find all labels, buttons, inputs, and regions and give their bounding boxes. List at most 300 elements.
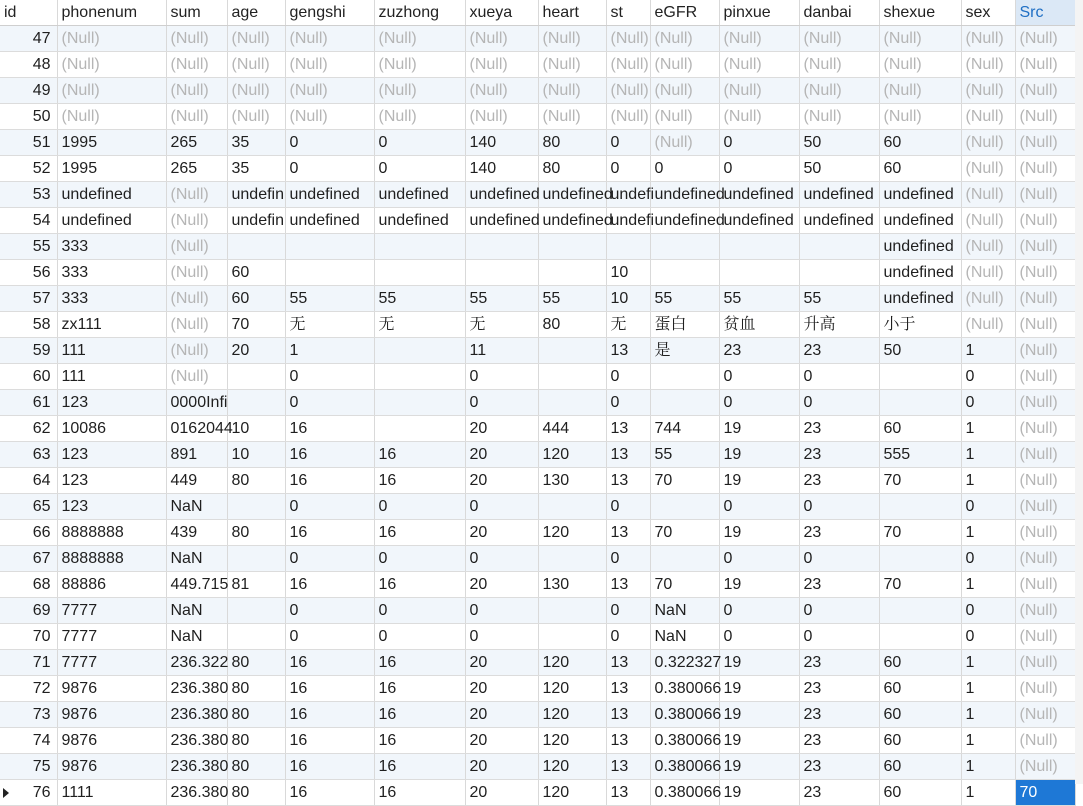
cell-xueya[interactable]: 20 (465, 676, 538, 702)
cell-egfr[interactable]: 55 (650, 442, 719, 468)
cell-st[interactable]: undefi (606, 182, 650, 208)
cell-shexue[interactable]: 70 (879, 520, 961, 546)
cell-phonenum[interactable]: 9876 (57, 754, 166, 780)
cell-src[interactable]: (Null) (1015, 572, 1075, 598)
cell-id[interactable]: 65 (0, 494, 57, 520)
table-row[interactable] (0, 468, 1075, 494)
table-row[interactable] (0, 572, 1075, 598)
cell-heart[interactable]: (Null) (538, 104, 606, 130)
cell-heart[interactable] (538, 546, 606, 572)
cell-gengshi[interactable]: (Null) (285, 104, 374, 130)
cell-sum[interactable]: NaN (166, 598, 227, 624)
cell-st[interactable]: 13 (606, 728, 650, 754)
cell-gengshi[interactable]: (Null) (285, 26, 374, 52)
cell-heart[interactable]: (Null) (538, 78, 606, 104)
cell-danbai[interactable]: 23 (799, 442, 879, 468)
cell-sex[interactable]: 1 (961, 520, 1015, 546)
cell-sum[interactable]: 236.322 (166, 650, 227, 676)
cell-egfr[interactable]: 70 (650, 468, 719, 494)
cell-id[interactable]: 63 (0, 442, 57, 468)
cell-shexue[interactable]: 60 (879, 780, 961, 806)
cell-zuzhong[interactable]: (Null) (374, 78, 465, 104)
cell-id[interactable]: 61 (0, 390, 57, 416)
cell-xueya[interactable]: (Null) (465, 104, 538, 130)
cell-sex[interactable]: 0 (961, 624, 1015, 650)
cell-st[interactable]: 0 (606, 546, 650, 572)
table-row[interactable] (0, 416, 1075, 442)
cell-sum[interactable]: 0162044 (166, 416, 227, 442)
cell-id[interactable]: 66 (0, 520, 57, 546)
cell-egfr[interactable]: NaN (650, 598, 719, 624)
cell-danbai[interactable]: 50 (799, 130, 879, 156)
table-row[interactable] (0, 260, 1075, 286)
cell-sum[interactable]: 236.380 (166, 754, 227, 780)
cell-sex[interactable]: 0 (961, 494, 1015, 520)
cell-src[interactable]: (Null) (1015, 650, 1075, 676)
cell-id[interactable]: 53 (0, 182, 57, 208)
cell-st[interactable]: 13 (606, 702, 650, 728)
cell-egfr[interactable]: 744 (650, 416, 719, 442)
cell-sum[interactable]: (Null) (166, 208, 227, 234)
cell-src[interactable]: (Null) (1015, 442, 1075, 468)
cell-zuzhong[interactable]: 16 (374, 702, 465, 728)
cell-sex[interactable]: (Null) (961, 312, 1015, 338)
cell-egfr[interactable]: undefined (650, 182, 719, 208)
cell-age[interactable]: 80 (227, 650, 285, 676)
cell-sum[interactable]: NaN (166, 494, 227, 520)
cell-phonenum[interactable]: zx111 (57, 312, 166, 338)
cell-age[interactable] (227, 624, 285, 650)
cell-age[interactable]: 20 (227, 338, 285, 364)
cell-id[interactable]: 62 (0, 416, 57, 442)
table-row[interactable] (0, 286, 1075, 312)
cell-danbai[interactable]: 0 (799, 624, 879, 650)
cell-phonenum[interactable]: 9876 (57, 702, 166, 728)
cell-danbai[interactable] (799, 234, 879, 260)
cell-pinxue[interactable]: (Null) (719, 104, 799, 130)
cell-sex[interactable]: 1 (961, 702, 1015, 728)
cell-danbai[interactable]: 23 (799, 468, 879, 494)
table-row[interactable] (0, 78, 1075, 104)
cell-gengshi[interactable]: 16 (285, 676, 374, 702)
cell-xueya[interactable]: 无 (465, 312, 538, 338)
cell-zuzhong[interactable]: (Null) (374, 104, 465, 130)
cell-sex[interactable]: 0 (961, 390, 1015, 416)
cell-xueya[interactable]: 20 (465, 780, 538, 806)
cell-zuzhong[interactable]: 16 (374, 520, 465, 546)
column-header-zuzhong[interactable]: zuzhong (374, 0, 465, 26)
cell-danbai[interactable]: 0 (799, 494, 879, 520)
cell-st[interactable]: 13 (606, 520, 650, 546)
table-row[interactable] (0, 312, 1075, 338)
cell-xueya[interactable]: (Null) (465, 52, 538, 78)
table-row[interactable] (0, 650, 1075, 676)
cell-zuzhong[interactable]: 无 (374, 312, 465, 338)
cell-pinxue[interactable]: 19 (719, 468, 799, 494)
cell-id[interactable]: 57 (0, 286, 57, 312)
cell-age[interactable]: 80 (227, 780, 285, 806)
cell-zuzhong[interactable]: 16 (374, 754, 465, 780)
cell-zuzhong[interactable]: 16 (374, 468, 465, 494)
cell-src[interactable]: (Null) (1015, 416, 1075, 442)
cell-pinxue[interactable]: 19 (719, 754, 799, 780)
cell-st[interactable]: (Null) (606, 52, 650, 78)
cell-egfr[interactable]: 0.380066 (650, 780, 719, 806)
cell-phonenum[interactable]: (Null) (57, 104, 166, 130)
cell-src[interactable]: (Null) (1015, 546, 1075, 572)
cell-gengshi[interactable]: 0 (285, 156, 374, 182)
cell-danbai[interactable]: 0 (799, 390, 879, 416)
cell-shexue[interactable]: 60 (879, 702, 961, 728)
cell-danbai[interactable]: 23 (799, 520, 879, 546)
cell-shexue[interactable]: 60 (879, 676, 961, 702)
cell-egfr[interactable]: 0.380066 (650, 676, 719, 702)
cell-age[interactable] (227, 234, 285, 260)
cell-phonenum[interactable]: 9876 (57, 676, 166, 702)
cell-sum[interactable]: NaN (166, 546, 227, 572)
cell-st[interactable]: (Null) (606, 78, 650, 104)
cell-phonenum[interactable]: 7777 (57, 650, 166, 676)
cell-id[interactable]: 76 (0, 780, 57, 806)
cell-heart[interactable]: 120 (538, 442, 606, 468)
cell-sex[interactable]: (Null) (961, 104, 1015, 130)
cell-xueya[interactable]: undefined (465, 208, 538, 234)
cell-phonenum[interactable]: 123 (57, 494, 166, 520)
cell-src[interactable]: (Null) (1015, 52, 1075, 78)
cell-st[interactable]: 13 (606, 754, 650, 780)
cell-shexue[interactable]: 60 (879, 416, 961, 442)
cell-egfr[interactable]: (Null) (650, 52, 719, 78)
cell-age[interactable]: (Null) (227, 104, 285, 130)
cell-zuzhong[interactable] (374, 390, 465, 416)
cell-gengshi[interactable]: 16 (285, 442, 374, 468)
cell-src[interactable]: (Null) (1015, 286, 1075, 312)
cell-sex[interactable]: (Null) (961, 234, 1015, 260)
cell-sex[interactable]: 1 (961, 338, 1015, 364)
cell-sum[interactable]: (Null) (166, 52, 227, 78)
cell-heart[interactable]: 120 (538, 754, 606, 780)
cell-st[interactable]: 13 (606, 468, 650, 494)
cell-gengshi[interactable] (285, 234, 374, 260)
table-row[interactable] (0, 442, 1075, 468)
cell-zuzhong[interactable]: 55 (374, 286, 465, 312)
cell-heart[interactable]: 120 (538, 676, 606, 702)
cell-src[interactable]: (Null) (1015, 234, 1075, 260)
table-row[interactable] (0, 390, 1075, 416)
cell-src[interactable]: (Null) (1015, 208, 1075, 234)
cell-shexue[interactable]: (Null) (879, 78, 961, 104)
cell-sex[interactable]: 0 (961, 364, 1015, 390)
cell-egfr[interactable]: (Null) (650, 26, 719, 52)
cell-xueya[interactable]: 140 (465, 130, 538, 156)
cell-shexue[interactable]: 60 (879, 754, 961, 780)
cell-id[interactable]: 72 (0, 676, 57, 702)
cell-st[interactable]: 13 (606, 572, 650, 598)
cell-phonenum[interactable]: 8888888 (57, 520, 166, 546)
cell-danbai[interactable]: undefined (799, 208, 879, 234)
cell-phonenum[interactable]: (Null) (57, 26, 166, 52)
cell-id[interactable]: 60 (0, 364, 57, 390)
cell-sum[interactable]: (Null) (166, 338, 227, 364)
cell-age[interactable]: 80 (227, 520, 285, 546)
cell-heart[interactable]: 120 (538, 780, 606, 806)
cell-egfr[interactable] (650, 234, 719, 260)
cell-id[interactable]: 71 (0, 650, 57, 676)
cell-sum[interactable]: 236.380 (166, 780, 227, 806)
cell-xueya[interactable]: 20 (465, 754, 538, 780)
cell-xueya[interactable]: 0 (465, 546, 538, 572)
cell-heart[interactable]: undefined (538, 182, 606, 208)
cell-id[interactable]: 59 (0, 338, 57, 364)
cell-pinxue[interactable]: 0 (719, 156, 799, 182)
cell-sum[interactable]: 449 (166, 468, 227, 494)
cell-sum[interactable]: 236.380 (166, 676, 227, 702)
cell-st[interactable]: undefi (606, 208, 650, 234)
cell-src[interactable]: (Null) (1015, 260, 1075, 286)
cell-zuzhong[interactable]: 0 (374, 494, 465, 520)
cell-heart[interactable]: (Null) (538, 26, 606, 52)
column-header-egfr[interactable]: eGFR (650, 0, 719, 26)
cell-sum[interactable]: (Null) (166, 182, 227, 208)
column-header-sex[interactable]: sex (961, 0, 1015, 26)
cell-age[interactable]: 80 (227, 702, 285, 728)
cell-sum[interactable]: (Null) (166, 364, 227, 390)
cell-src[interactable]: (Null) (1015, 78, 1075, 104)
cell-danbai[interactable]: 23 (799, 702, 879, 728)
cell-age[interactable] (227, 546, 285, 572)
cell-danbai[interactable]: 0 (799, 364, 879, 390)
cell-pinxue[interactable]: 0 (719, 364, 799, 390)
cell-shexue[interactable]: undefined (879, 208, 961, 234)
cell-sex[interactable]: 1 (961, 442, 1015, 468)
cell-shexue[interactable]: 小于 (879, 312, 961, 338)
cell-gengshi[interactable]: 0 (285, 364, 374, 390)
cell-pinxue[interactable]: 19 (719, 416, 799, 442)
cell-sum[interactable]: (Null) (166, 26, 227, 52)
cell-danbai[interactable]: 23 (799, 780, 879, 806)
cell-pinxue[interactable]: (Null) (719, 52, 799, 78)
cell-xueya[interactable]: 20 (465, 468, 538, 494)
cell-heart[interactable] (538, 338, 606, 364)
table-row[interactable] (0, 364, 1075, 390)
cell-sum[interactable]: (Null) (166, 104, 227, 130)
table-row[interactable] (0, 104, 1075, 130)
cell-src[interactable]: (Null) (1015, 390, 1075, 416)
cell-danbai[interactable]: 23 (799, 416, 879, 442)
cell-phonenum[interactable]: 1995 (57, 130, 166, 156)
table-row[interactable] (0, 182, 1075, 208)
cell-zuzhong[interactable] (374, 260, 465, 286)
cell-egfr[interactable]: 70 (650, 572, 719, 598)
cell-sum[interactable]: (Null) (166, 260, 227, 286)
cell-sex[interactable]: (Null) (961, 208, 1015, 234)
cell-xueya[interactable]: 20 (465, 520, 538, 546)
cell-zuzhong[interactable]: 0 (374, 598, 465, 624)
cell-xueya[interactable]: 0 (465, 364, 538, 390)
cell-xueya[interactable]: (Null) (465, 26, 538, 52)
cell-sum[interactable]: 0000Infi (166, 390, 227, 416)
cell-pinxue[interactable]: 0 (719, 598, 799, 624)
cell-egfr[interactable]: 70 (650, 520, 719, 546)
cell-xueya[interactable]: 55 (465, 286, 538, 312)
column-header-shexue[interactable]: shexue (879, 0, 961, 26)
cell-gengshi[interactable]: 16 (285, 572, 374, 598)
cell-zuzhong[interactable]: 16 (374, 780, 465, 806)
cell-shexue[interactable]: 70 (879, 572, 961, 598)
cell-heart[interactable]: 55 (538, 286, 606, 312)
cell-egfr[interactable]: 蛋白 (650, 312, 719, 338)
cell-shexue[interactable] (879, 624, 961, 650)
table-row[interactable] (0, 338, 1075, 364)
cell-st[interactable]: 0 (606, 624, 650, 650)
cell-sum[interactable]: NaN (166, 624, 227, 650)
column-header-pinxue[interactable]: pinxue (719, 0, 799, 26)
cell-shexue[interactable]: 60 (879, 650, 961, 676)
cell-phonenum[interactable]: 88886 (57, 572, 166, 598)
cell-gengshi[interactable]: 16 (285, 754, 374, 780)
cell-heart[interactable]: 130 (538, 468, 606, 494)
cell-shexue[interactable]: 555 (879, 442, 961, 468)
cell-danbai[interactable]: 23 (799, 572, 879, 598)
cell-heart[interactable] (538, 598, 606, 624)
cell-st[interactable]: (Null) (606, 104, 650, 130)
cell-zuzhong[interactable]: 16 (374, 442, 465, 468)
cell-phonenum[interactable]: 7777 (57, 598, 166, 624)
cell-age[interactable] (227, 494, 285, 520)
cell-id[interactable]: 74 (0, 728, 57, 754)
table-row[interactable] (0, 598, 1075, 624)
cell-sex[interactable]: (Null) (961, 286, 1015, 312)
table-row[interactable] (0, 52, 1075, 78)
cell-src[interactable]: (Null) (1015, 702, 1075, 728)
cell-pinxue[interactable]: 19 (719, 572, 799, 598)
cell-phonenum[interactable]: undefined (57, 208, 166, 234)
cell-heart[interactable]: 80 (538, 130, 606, 156)
cell-id[interactable]: 51 (0, 130, 57, 156)
cell-zuzhong[interactable]: 16 (374, 676, 465, 702)
cell-shexue[interactable]: undefined (879, 234, 961, 260)
cell-heart[interactable]: 120 (538, 520, 606, 546)
cell-phonenum[interactable]: 123 (57, 442, 166, 468)
cell-egfr[interactable] (650, 494, 719, 520)
cell-id[interactable]: 52 (0, 156, 57, 182)
cell-shexue[interactable]: 50 (879, 338, 961, 364)
cell-shexue[interactable]: 60 (879, 130, 961, 156)
cell-danbai[interactable]: 23 (799, 338, 879, 364)
cell-st[interactable]: 10 (606, 260, 650, 286)
cell-danbai[interactable]: 23 (799, 650, 879, 676)
cell-age[interactable] (227, 598, 285, 624)
cell-src[interactable]: (Null) (1015, 494, 1075, 520)
cell-xueya[interactable]: 20 (465, 650, 538, 676)
cell-age[interactable]: undefin (227, 182, 285, 208)
table-row[interactable] (0, 676, 1075, 702)
cell-id[interactable]: 47 (0, 26, 57, 52)
cell-phonenum[interactable]: 123 (57, 390, 166, 416)
cell-pinxue[interactable]: 贫血 (719, 312, 799, 338)
cell-xueya[interactable]: 20 (465, 442, 538, 468)
cell-phonenum[interactable]: 7777 (57, 624, 166, 650)
cell-gengshi[interactable]: 16 (285, 780, 374, 806)
cell-gengshi[interactable]: (Null) (285, 78, 374, 104)
cell-phonenum[interactable]: 10086 (57, 416, 166, 442)
cell-egfr[interactable] (650, 390, 719, 416)
cell-zuzhong[interactable]: undefined (374, 182, 465, 208)
cell-pinxue[interactable]: undefined (719, 182, 799, 208)
cell-src[interactable]: (Null) (1015, 338, 1075, 364)
cell-danbai[interactable]: 23 (799, 728, 879, 754)
cell-egfr[interactable]: 0.380066 (650, 754, 719, 780)
cell-pinxue[interactable]: 0 (719, 390, 799, 416)
table-row[interactable] (0, 754, 1075, 780)
cell-age[interactable]: (Null) (227, 26, 285, 52)
cell-id[interactable]: 68 (0, 572, 57, 598)
cell-zuzhong[interactable] (374, 234, 465, 260)
cell-xueya[interactable]: 20 (465, 416, 538, 442)
cell-heart[interactable]: 444 (538, 416, 606, 442)
cell-heart[interactable]: undefined (538, 208, 606, 234)
cell-shexue[interactable] (879, 390, 961, 416)
cell-src[interactable]: (Null) (1015, 520, 1075, 546)
cell-age[interactable]: 10 (227, 416, 285, 442)
cell-sex[interactable]: (Null) (961, 26, 1015, 52)
cell-shexue[interactable]: (Null) (879, 26, 961, 52)
cell-danbai[interactable]: 0 (799, 546, 879, 572)
cell-zuzhong[interactable] (374, 416, 465, 442)
table-row[interactable] (0, 520, 1075, 546)
table-row[interactable] (0, 494, 1075, 520)
cell-shexue[interactable] (879, 546, 961, 572)
cell-gengshi[interactable]: 0 (285, 390, 374, 416)
cell-egfr[interactable]: 是 (650, 338, 719, 364)
cell-src[interactable]: (Null) (1015, 26, 1075, 52)
cell-age[interactable] (227, 390, 285, 416)
cell-xueya[interactable]: 20 (465, 728, 538, 754)
cell-st[interactable]: 0 (606, 156, 650, 182)
cell-gengshi[interactable]: 16 (285, 728, 374, 754)
cell-heart[interactable]: (Null) (538, 52, 606, 78)
cell-heart[interactable] (538, 390, 606, 416)
cell-egfr[interactable]: 0.380066 (650, 702, 719, 728)
cell-egfr[interactable]: undefined (650, 208, 719, 234)
cell-egfr[interactable] (650, 364, 719, 390)
cell-sum[interactable]: 891 (166, 442, 227, 468)
cell-sex[interactable]: 0 (961, 546, 1015, 572)
cell-age[interactable]: 81 (227, 572, 285, 598)
cell-age[interactable] (227, 364, 285, 390)
cell-src[interactable]: (Null) (1015, 312, 1075, 338)
cell-pinxue[interactable]: 0 (719, 130, 799, 156)
cell-age[interactable]: 80 (227, 676, 285, 702)
cell-heart[interactable]: 130 (538, 572, 606, 598)
cell-danbai[interactable]: 55 (799, 286, 879, 312)
table-row[interactable] (0, 156, 1075, 182)
cell-sum[interactable]: 449.715 (166, 572, 227, 598)
cell-age[interactable]: 60 (227, 286, 285, 312)
cell-sum[interactable]: 265 (166, 156, 227, 182)
cell-src[interactable]: (Null) (1015, 364, 1075, 390)
cell-sex[interactable]: 1 (961, 754, 1015, 780)
cell-age[interactable]: 10 (227, 442, 285, 468)
cell-xueya[interactable] (465, 260, 538, 286)
cell-danbai[interactable]: 50 (799, 156, 879, 182)
cell-heart[interactable] (538, 260, 606, 286)
cell-gengshi[interactable]: 55 (285, 286, 374, 312)
cell-xueya[interactable]: (Null) (465, 78, 538, 104)
cell-shexue[interactable]: undefined (879, 286, 961, 312)
cell-id[interactable]: 58 (0, 312, 57, 338)
column-header-heart[interactable]: heart (538, 0, 606, 26)
